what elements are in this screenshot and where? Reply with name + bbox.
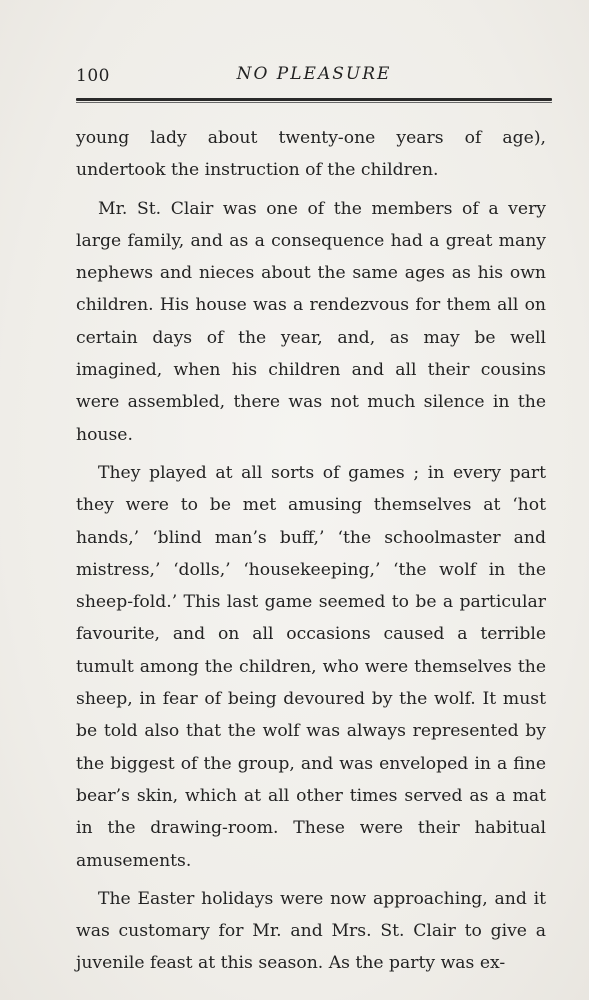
header-rule <box>76 98 552 101</box>
running-title: NO PLEASURE <box>236 64 392 84</box>
page-number: 100 <box>76 66 110 86</box>
paragraph-continued: young lady about twenty-one years of age), undertook the instruction of the children. <box>76 128 546 181</box>
paragraph: The Easter holidays were now approaching, and it was customary for Mr. and Mrs. St. Clair to give a juvenile feast at this season. As the party was ex- <box>76 888 546 974</box>
paragraph: Mr. St. Clair was one of the members of a very large family, and as a consequence had a great many nephews and nieces about the same ages as his own children. His house was a rendezvous for them all on certain days of the year, and, as may be well imagined, when his children and all their cousins were assembled, there was not much silence in the house. <box>76 198 546 445</box>
page-header <box>76 64 552 88</box>
body-text <box>76 122 546 986</box>
paragraph: They played at all sorts of games ; in every part they were to be met amusing themselves at ‘hot hands,’ ‘blind man’s buff,’ ‘the schoolmaster and mistress,’ ‘dolls,’ ‘housekeeping,’ ‘the wolf in the sheep-fold.’ This last game seemed to be a particular favourite, and on all occasions caused a terrible tumult among the children, who were themselves the sheep, in fear of being devoured by the wolf. It must be told also that the wolf was always represented by the biggest of the group, and was enveloped in a fine bear’s skin, which at all other times served as a mat in the drawing-room. These were their habitual amusements. <box>76 462 546 871</box>
